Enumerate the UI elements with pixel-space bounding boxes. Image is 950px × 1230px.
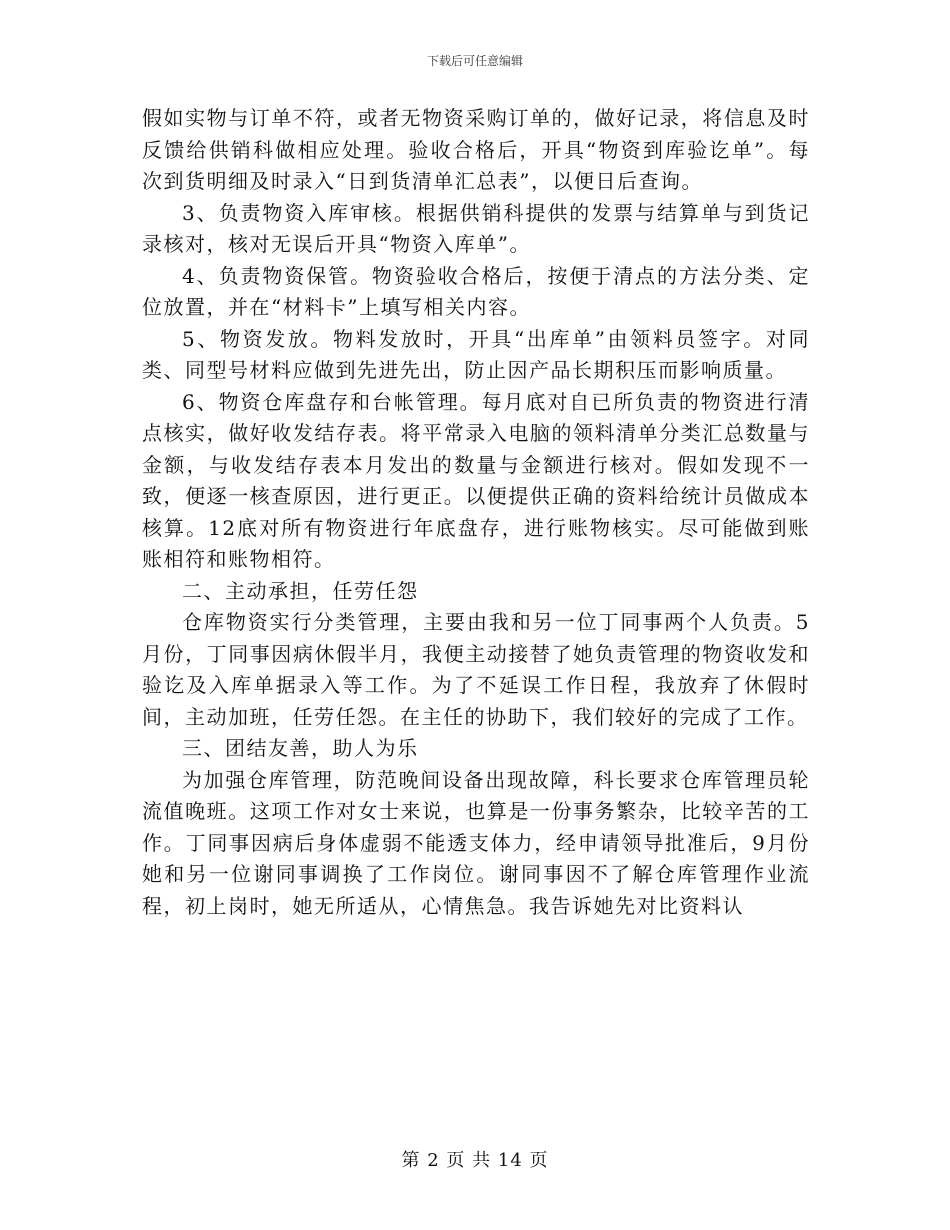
- section-heading-3: 三、团结友善，助人为乐: [182, 736, 419, 760]
- section-heading-2: 二、主动承担，任劳任怨: [182, 578, 419, 603]
- page-header: 下载后可任意编辑: [426, 54, 523, 68]
- footer-total-pages: 14: [497, 1150, 523, 1171]
- paragraph-section-2: 仓库物资实行分类管理，主要由我和另一位丁同事两个人负责。5月份，丁同事因病休假半月，我便主动接替了她负责管理的物资收发和验讫及入库单据录入等工作。为了不延误工作日程，我放弃了休假时间，主动加班，任劳任怨。在主任的协助下，我们较好的完成了工作。: [142, 610, 810, 729]
- paragraph-item-5: 5、物资发放。物料发放时，开具“出库单”由领料员签字。对同类、同型号材料应做到先进先出，防止因产品长期积压而影响质量。: [142, 326, 810, 382]
- paragraph-item-3: 3、负责物资入库审核。根据供销科提供的发票与结算单与到货记录核对，核对无误后开具“物资入库单”。: [142, 200, 810, 256]
- footer-prefix: 第: [401, 1150, 421, 1171]
- footer-middle: 页 共: [446, 1150, 492, 1171]
- paragraph-continuation: 假如实物与订单不符，或者无物资采购订单的，做好记录，将信息及时反馈给供销科做相应处理。验收合格后，开具“物资到库验讫单”。每次到货明细及时录入“日到货清单汇总表”，以便日后查询。: [142, 106, 810, 193]
- paragraph-item-4: 4、负责物资保管。物资验收合格后，按便于清点的方法分类、定位放置，并在“材料卡”上填写相关内容。: [142, 263, 810, 319]
- paragraph-item-6: 6、物资仓库盘存和台帐管理。每月底对自已所负责的物资进行清点核实，做好收发结存表。将平常录入电脑的领料清单分类汇总数量与金额，与收发结存表本月发出的数量与金额进行核对。假如发现不一致，便逐一核查原因，进行更正。以便提供正确的资料给统计员做成本核算。12底对所有物资进行年底盘存，进行账物核实。尽可能做到账账相符和账物相符。: [142, 389, 810, 571]
- paragraph-section-3: 为加强仓库管理，防范晚间设备出现故障，科长要求仓库管理员轮流值晚班。这项工作对女士来说，也算是一份事务繁杂，比较辛苦的工作。丁同事因病后身体虚弱不能透支体力，经申请领导批准后，9月份她和另一位谢同事调换了工作岗位。谢同事因不了解仓库管理作业流程，初上岗时，她无所适从，心情焦急。我告诉她先对比资料认: [142, 767, 810, 918]
- footer-page-number: 2: [427, 1150, 440, 1171]
- page-footer: [0, 1146, 950, 1172]
- document-body: [142, 103, 810, 922]
- footer-suffix: 页: [529, 1150, 549, 1171]
